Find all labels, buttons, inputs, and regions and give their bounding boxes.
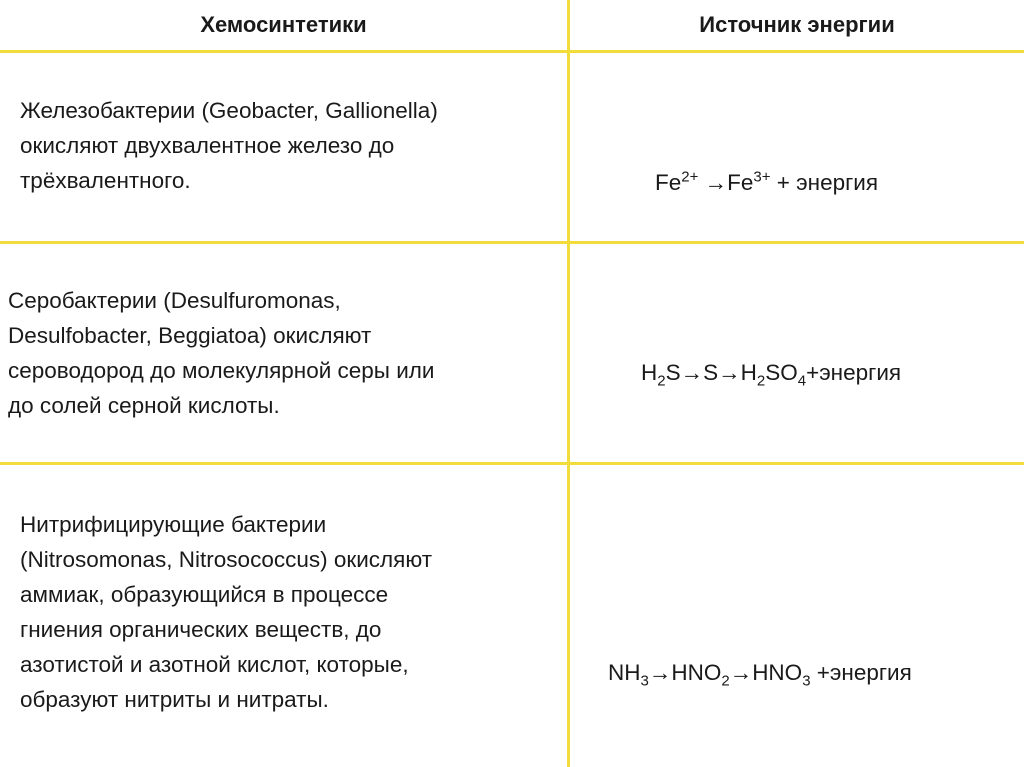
row-nitrifying-bacteria-formula: [608, 660, 912, 690]
formula-subscript: 2: [657, 372, 666, 390]
header-organisms: [0, 0, 567, 50]
formula-part: +энергия: [806, 360, 902, 385]
grid-line-row-2: [0, 462, 1024, 465]
formula-part: +энергия: [810, 660, 912, 685]
formula-superscript: 2+: [681, 168, 699, 186]
formula-subscript: 3: [802, 672, 811, 690]
formula-part: →HNO: [729, 660, 803, 685]
row-iron-bacteria-formula: [655, 170, 878, 196]
formula-part: H: [641, 360, 658, 385]
formula-subscript: 2: [756, 372, 766, 390]
row-iron-bacteria-description: Железобактерии (Geobacter, Gallionella) окисляют двухвалентное железо до трёхвалентного.: [20, 98, 438, 193]
row-sulfur-bacteria-formula: [641, 360, 902, 390]
formula-superscript: 3+: [753, 168, 771, 186]
formula-part: S→S→H: [665, 360, 757, 385]
formula-part: Fe: [655, 170, 682, 195]
row-nitrifying-bacteria-description: Нитрифицирующие бактерии (Nitrosomonas, Nitrosococcus) окисляют аммиак, образующийся в процессе гниения органических веществ, до азотистой и азотной кислот, которые, образуют нитриты и нитраты.: [20, 512, 433, 712]
formula-subscript: 3: [640, 672, 649, 690]
grid-line-column-divider: [567, 0, 570, 767]
formula-part: SO: [765, 360, 798, 385]
formula-part: Fe: [727, 170, 754, 195]
header-energy-source: [570, 0, 1024, 50]
formula-part: + энергия: [770, 170, 879, 195]
formula-subscript: 4: [797, 372, 807, 390]
formula-part: →HNO: [648, 660, 722, 685]
grid-line-row-1: [0, 241, 1024, 244]
formula-subscript: 2: [721, 672, 730, 690]
grid-line-header: [0, 50, 1024, 53]
header-energy-label: Источник энергии: [699, 12, 895, 37]
row-sulfur-bacteria-description: Серобактерии (Desulfuromonas, Desulfobacter, Beggiatoa) окисляют сероводород до молекулярной серы или до солей серной кислоты.: [8, 288, 435, 418]
formula-part: NH: [608, 660, 641, 685]
header-organisms-label: Хемосинтетики: [200, 12, 367, 37]
formula-part: →: [698, 170, 728, 195]
